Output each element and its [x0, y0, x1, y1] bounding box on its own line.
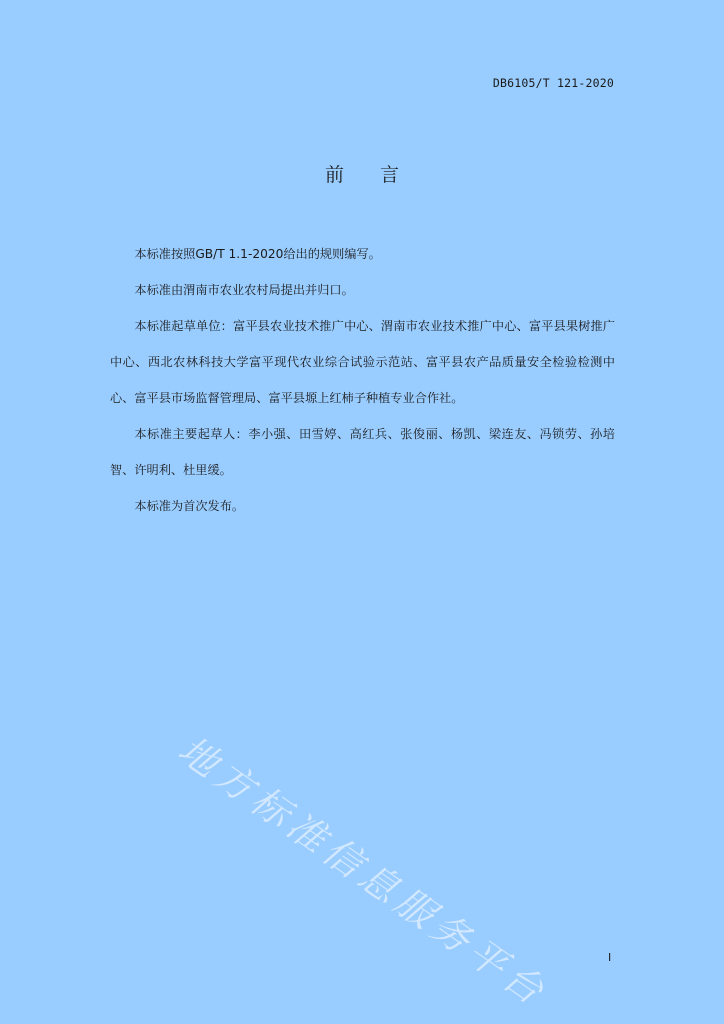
page-title: 前言 [324, 164, 435, 186]
paragraph-drafters: 本标准主要起草人：李小强、田雪婷、高红兵、张俊丽、杨凯、梁连友、冯锁劳、孙培智、许明利、杜里缓。 [110, 427, 615, 477]
watermark: 地方标准信息服务平台 [170, 727, 557, 1016]
page-number: I [608, 951, 612, 964]
paragraph-proposer: 本标准由渭南市农业农村局提出并归口。 [134, 283, 354, 297]
document-body [110, 236, 615, 524]
paragraph-drafting-rules: 本标准按照GB/T 1.1-2020给出的规则编写。 [134, 247, 381, 261]
document-code: DB6105/T 121-2020 [492, 76, 614, 90]
paragraph-drafting-units: 本标准起草单位：富平县农业技术推广中心、渭南市农业技术推广中心、富平县果树推广中心、西北农林科技大学富平现代农业综合试验示范站、富平县农产品质量安全检验检测中心、富平县市场监督管理局、富平县塬上红柿子种植专业合作社。 [110, 319, 615, 405]
paragraph-first-release: 本标准为首次发布。 [134, 499, 245, 513]
